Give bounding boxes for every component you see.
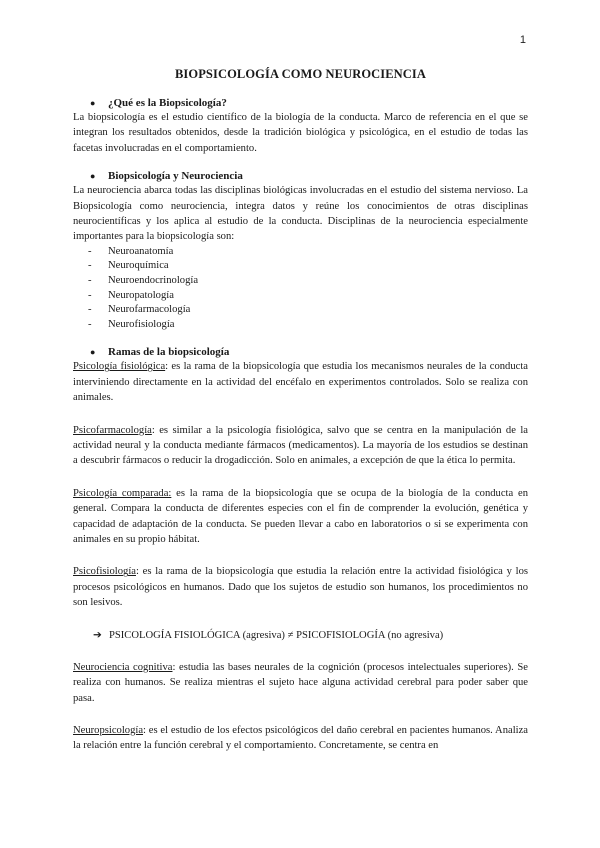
list-item: - Neuroendocrinología	[88, 275, 199, 287]
branch-paragraph: Psicofarmacología: es similar a la psicología fisiológica, salvo que se centra en la manipulación de la actividad neural y la conducta mediante fármacos (medicamentos). La mayoría de los estudios se destinan a descubrir fármacos o reducir la drogadicción. Solo en animales, a excepción de que la ética lo permita.	[73, 424, 528, 467]
bullet-icon: ●	[90, 98, 96, 108]
page-number: 1	[519, 34, 526, 46]
branch-paragraph: Neurociencia cognitiva: estudia las bases neurales de la cognición (procesos intelectuales superiores). Se realiza con humanos. Se realiza mientras el sujeto hace alguna actividad cerebral para poder saber que pasa.	[73, 661, 528, 704]
disciplines-list	[73, 245, 528, 333]
list-item: - Neurofarmacología	[88, 304, 191, 316]
document-title: BIOPSICOLOGÍA COMO NEUROCIENCIA	[174, 67, 427, 81]
arrow-right-icon: ➔	[93, 629, 102, 641]
branch-term: Neurociencia cognitiva	[73, 661, 173, 673]
branch-paragraph: Psicología comparada: es la rama de la biopsicología que se ocupa de la biología de la conducta en general. Compara la conducta de diferentes especies con el fin de comprender la evolución, genética y capacidad de adaptación de la conducta. Se pueden llevar a cabo en laboratorios o si se experimenta con animales en su propio hábitat.	[73, 487, 528, 546]
paragraph-neuro: La neurociencia abarca todas las disciplinas biológicas involucradas en el estudio del sistema nervioso. La Biopsicología como neurociencia, integra datos y reúne los conocimientos de otras disciplinas neurocientíficas y los aplica al estudio de la conducta. Disciplinas de la neurociencia especialmente importantes para la biopsicología son:	[73, 185, 528, 243]
list-item: - Neuropatología	[88, 289, 174, 301]
list-item: - Neuroquímica	[88, 260, 169, 272]
list-item: - Neuroanatomía	[88, 245, 174, 257]
document-body	[73, 67, 528, 754]
section-heading-what	[73, 96, 528, 110]
section-heading-text: Biopsicología y Neurociencia	[108, 170, 243, 183]
section-heading-text: ¿Qué es la Biopsicología?	[108, 97, 227, 109]
branch-paragraph: Neuropsicología: es el estudio de los efectos psicológicos del daño cerebral en pacientes humanos. Analiza la relación entre la función cerebral y el comportamiento. Concretamente, se centra en	[73, 724, 528, 752]
paragraph-what: La biopsicología es el estudio científico de la biología de la conducta. Marco de referencia en el que se integran los resultados obtenidos, desde la tradición biológica y psicológica, en el estudio de todas las facetas involucradas en el comportamiento.	[73, 112, 528, 154]
section-heading-text: Ramas de la biopsicología	[108, 346, 230, 359]
comparison-note	[73, 628, 528, 643]
branch-term: Psicología fisiológica	[73, 361, 166, 373]
section-heading-neuro	[73, 169, 528, 183]
bullet-icon: ●	[90, 347, 96, 358]
section-heading-branches	[73, 345, 528, 359]
branch-term: Psicología comparada:	[73, 487, 172, 499]
branch-term: Neuropsicología	[73, 724, 144, 736]
list-item: - Neurofisiología	[88, 318, 175, 330]
bullet-icon: ●	[90, 171, 96, 182]
branch-paragraph: Psicofisiología: es la rama de la biopsicología que estudia la relación entre la actividad fisiológica y los procesos psicológicos en humanos. Dado que los sujetos de estudio son humanos, los procedimientos no son lesivos.	[73, 566, 528, 609]
branch-term: Psicofarmacología	[73, 424, 152, 436]
branch-paragraph: Psicología fisiológica: es la rama de la biopsicología que estudia los mecanismos neurales de la conducta interviniendo directamente en la actividad del encéfalo en experimentos controlados. Solo se realiza con animales.	[73, 361, 528, 404]
comparison-text: PSICOLOGÍA FISIOLÓGICA (agresiva) ≠ PSICOFISIOLOGÍA (no agresiva)	[109, 629, 444, 641]
branch-term: Psicofisiología	[73, 566, 136, 578]
